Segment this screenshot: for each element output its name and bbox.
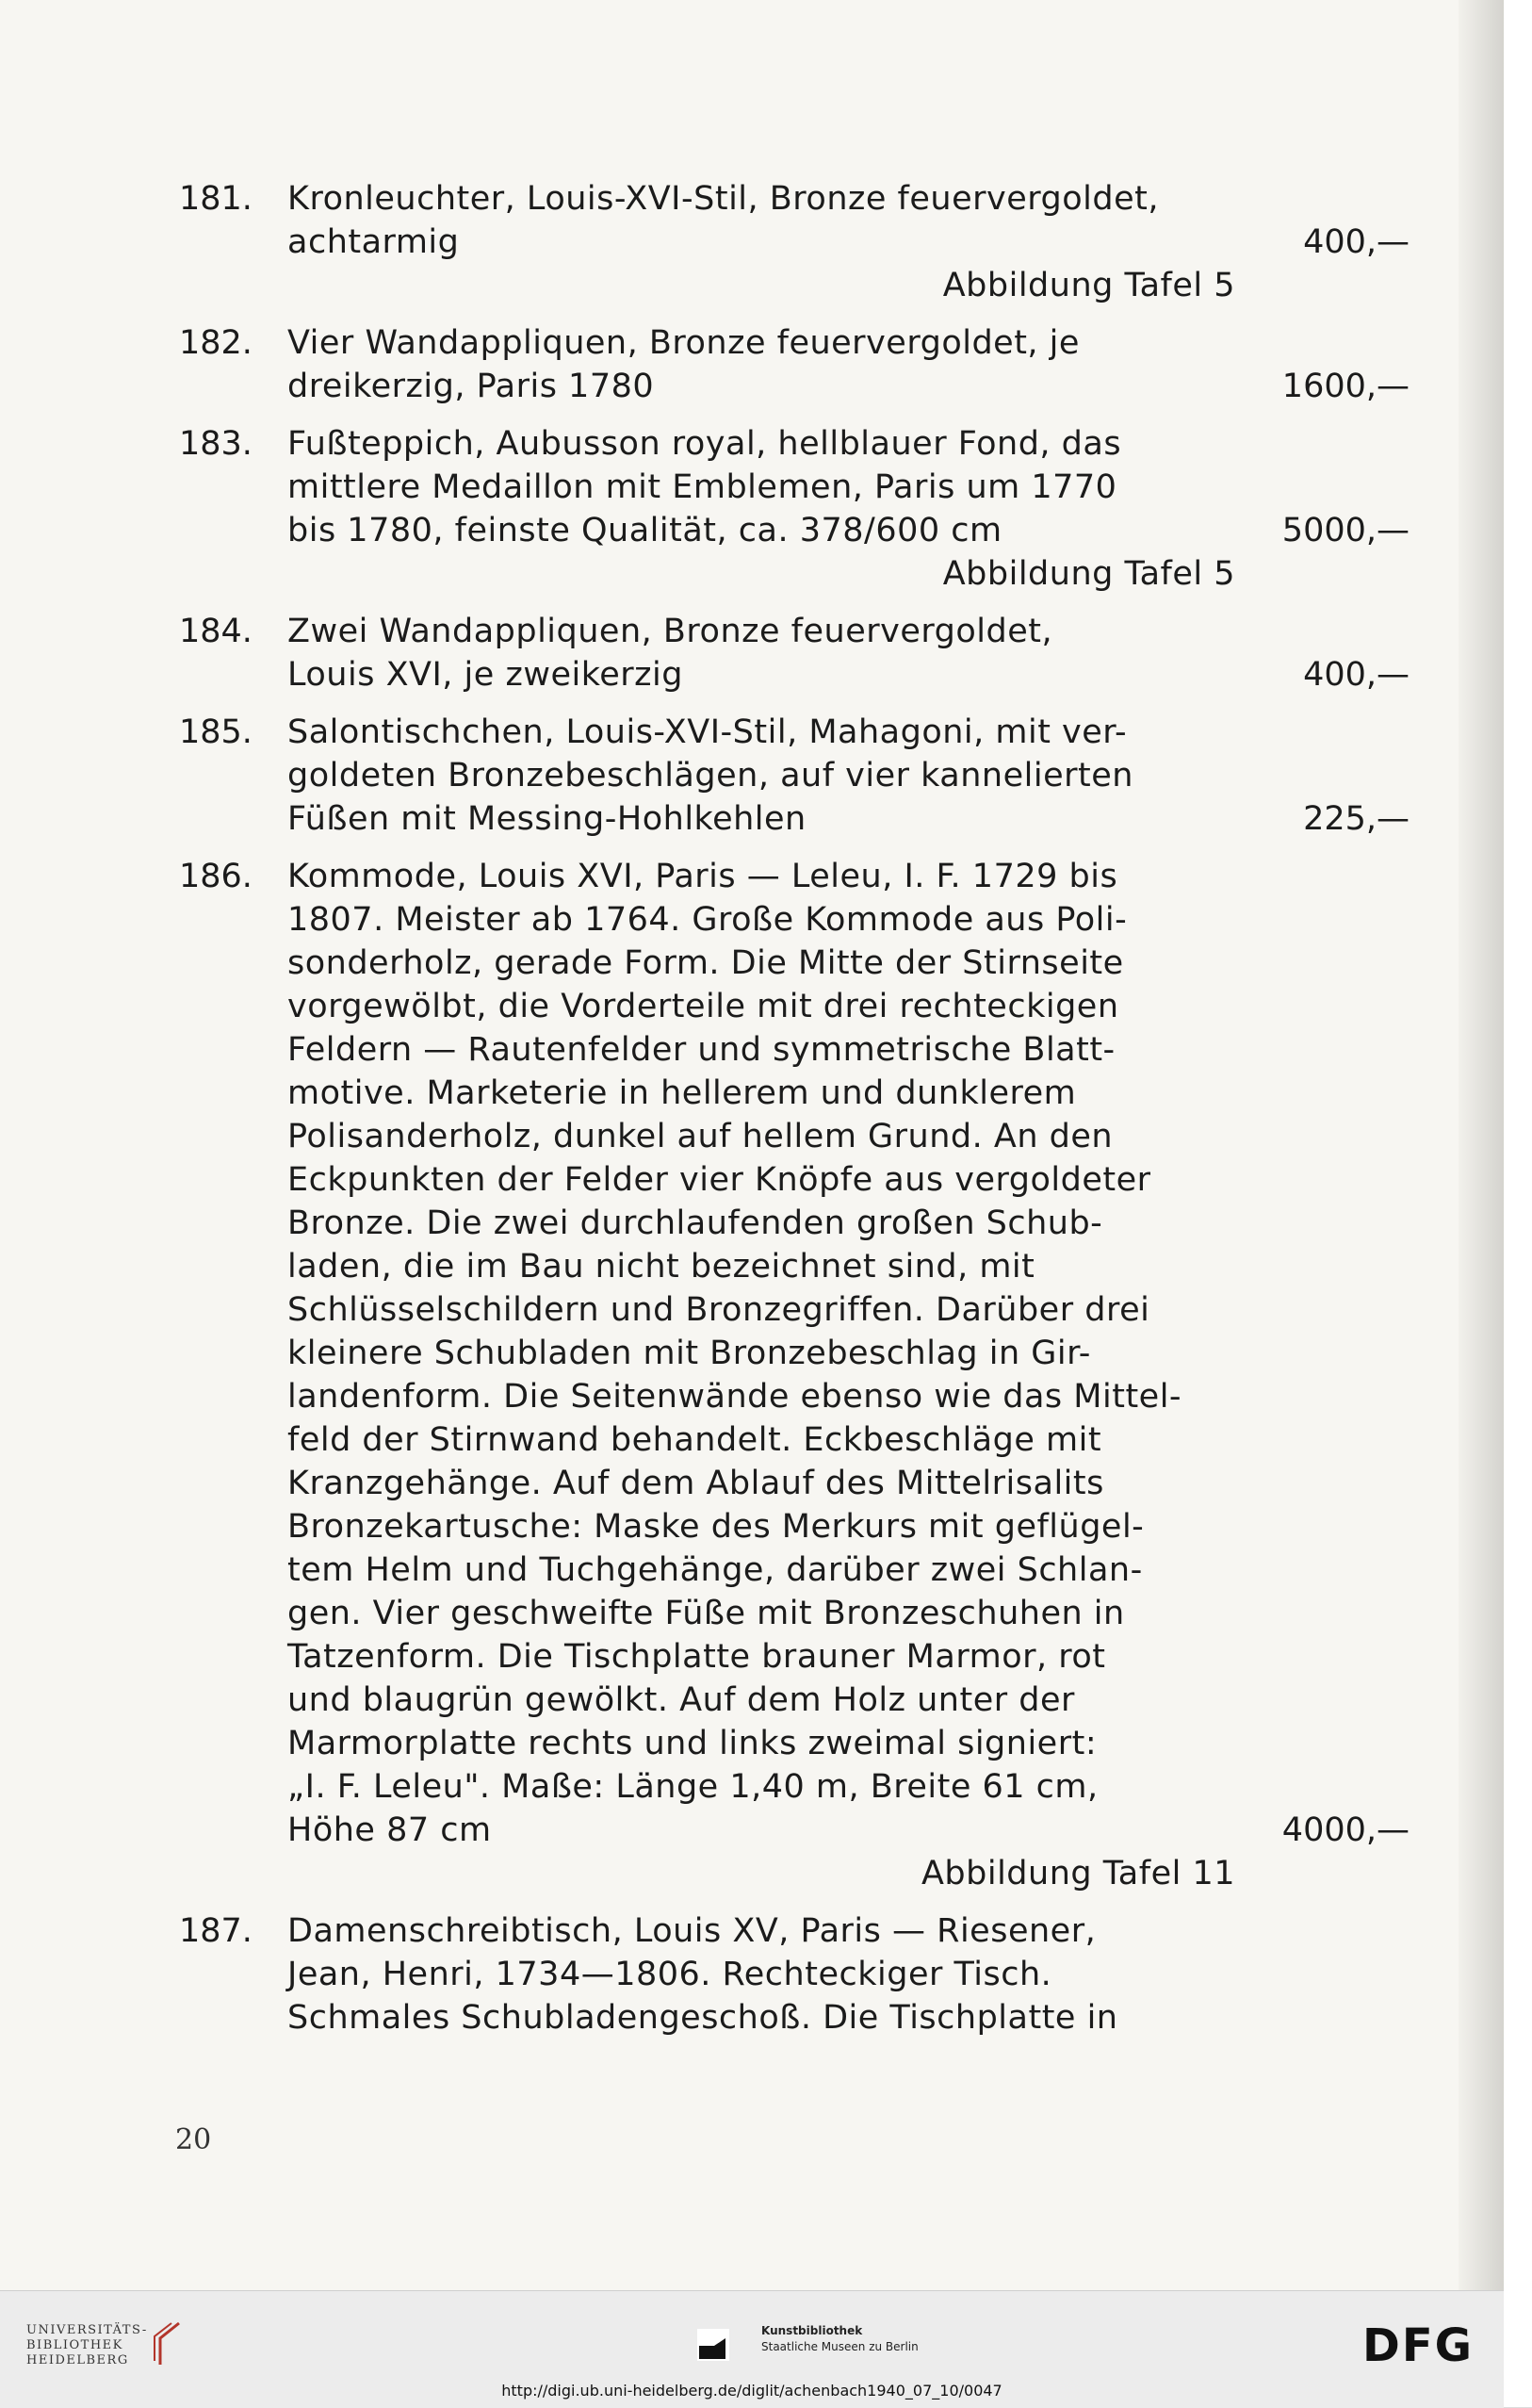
- kunstbibliothek-label: [761, 2323, 919, 2355]
- entry-text-line: mittlere Medaillon mit Emblemen, Paris um 1770: [287, 468, 1117, 506]
- kunstbibliothek-subtitle: Staatliche Museen zu Berlin: [761, 2340, 919, 2353]
- entry-text-line: Füßen mit Messing-Hohlkehlen: [287, 800, 807, 838]
- entry-price: 400,—: [1303, 656, 1410, 694]
- kunstbibliothek-logo-icon: [697, 2329, 729, 2361]
- entry-text-line: Jean, Henri, 1734—1806. Rechteckiger Tisch.: [287, 1956, 1052, 1993]
- entry-text-line: Bronzekartusche: Maske des Merkurs mit geflügel-: [287, 1508, 1145, 1546]
- entry-text-line: kleinere Schubladen mit Bronzebeschlag in Gir-: [287, 1335, 1091, 1372]
- entry-number: 186.: [179, 858, 253, 895]
- entry-number: 181.: [179, 180, 253, 218]
- entry-text-line: Feldern — Rautenfelder und symmetrische Blatt-: [287, 1031, 1116, 1069]
- entry-text-line: Kranzgehänge. Auf dem Ablauf des Mittelrisalits: [287, 1465, 1104, 1502]
- entry-text-line: gen. Vier geschweifte Füße mit Bronzeschuhen in: [287, 1595, 1125, 1632]
- entry-text-line: Eckpunkten der Felder vier Knöpfe aus vergoldeter: [287, 1161, 1151, 1199]
- entry-text-line: Schlüsselschildern und Bronzegriffen. Darüber drei: [287, 1291, 1150, 1329]
- entry-price: 400,—: [1303, 223, 1410, 261]
- entry-text-line: Salontischchen, Louis-XVI-Stil, Mahagoni, mit ver-: [287, 713, 1128, 751]
- entry-illustration-reference: Abbildung Tafel 5: [942, 555, 1235, 593]
- entry-illustration-reference: Abbildung Tafel 11: [921, 1855, 1235, 1892]
- entry-price: 5000,—: [1281, 512, 1410, 549]
- entry-text-line: 1807. Meister ab 1764. Große Kommode aus Poli-: [287, 901, 1128, 939]
- entry-text-line: Damenschreibtisch, Louis XV, Paris — Riesener,: [287, 1912, 1097, 1950]
- library-logo-line: UNIVERSITÄTS-: [26, 2323, 148, 2337]
- library-emblem-icon: [151, 2319, 183, 2368]
- entry-text-line: sonderholz, gerade Form. Die Mitte der Stirnseite: [287, 944, 1124, 982]
- dfg-logo: DFG: [1362, 2319, 1475, 2372]
- entry-text-line: Bronze. Die zwei durchlaufenden großen Schub-: [287, 1204, 1103, 1242]
- entry-number: 187.: [179, 1912, 253, 1950]
- entry-price: 225,—: [1303, 800, 1410, 838]
- kunstbibliothek-title: Kunstbibliothek: [761, 2324, 863, 2337]
- entry-text-line: Schmales Schubladengeschoß. Die Tischplatte in: [287, 1999, 1118, 2037]
- library-logo-line: HEIDELBERG: [26, 2353, 129, 2367]
- entry-number: 184.: [179, 613, 253, 650]
- entry-text-line: Tatzenform. Die Tischplatte brauner Marmor, rot: [287, 1638, 1106, 1676]
- entry-number: 183.: [179, 425, 253, 463]
- page-number: 20: [175, 2123, 212, 2156]
- entry-text-line: Kommode, Louis XVI, Paris — Leleu, I. F. 1729 bis: [287, 858, 1118, 895]
- entry-illustration-reference: Abbildung Tafel 5: [942, 267, 1235, 304]
- entry-text-line: Kronleuchter, Louis-XVI-Stil, Bronze feuervergoldet,: [287, 180, 1159, 218]
- entry-number: 182.: [179, 324, 253, 362]
- page-gutter-shadow: [1459, 0, 1504, 2290]
- entry-price: 1600,—: [1281, 368, 1410, 405]
- entry-text-line: Höhe 87 cm: [287, 1811, 492, 1849]
- entry-text-line: bis 1780, feinste Qualität, ca. 378/600 cm: [287, 512, 1002, 549]
- source-url[interactable]: http://digi.ub.uni-heidelberg.de/diglit/achenbach1940_07_10/0047: [501, 2382, 1002, 2400]
- entry-text-line: Zwei Wandappliquen, Bronze feuervergoldet,: [287, 613, 1053, 650]
- library-logo-line: BIBLIOTHEK: [26, 2338, 123, 2352]
- entry-text-line: Louis XVI, je zweikerzig: [287, 656, 683, 694]
- footer-bar: [0, 2290, 1504, 2408]
- entry-text-line: Vier Wandappliquen, Bronze feuervergoldet, je: [287, 324, 1080, 362]
- library-logo-text: [26, 2323, 148, 2368]
- entry-text-line: laden, die im Bau nicht bezeichnet sind, mit: [287, 1248, 1035, 1286]
- entry-text-line: Marmorplatte rechts und links zweimal signiert:: [287, 1725, 1098, 1762]
- entry-number: 185.: [179, 713, 253, 751]
- entry-text-line: und blaugrün gewölkt. Auf dem Holz unter der: [287, 1681, 1075, 1719]
- entry-text-line: tem Helm und Tuchgehänge, darüber zwei Schlan-: [287, 1551, 1143, 1589]
- entry-text-line: feld der Stirnwand behandelt. Eckbeschläge mit: [287, 1421, 1102, 1459]
- entry-text-line: landenform. Die Seitenwände ebenso wie das Mittel-: [287, 1378, 1182, 1416]
- entry-text-line: „I. F. Leleu". Maße: Länge 1,40 m, Breite 61 cm,: [287, 1768, 1099, 1806]
- entry-text-line: achtarmig: [287, 223, 460, 261]
- entry-text-line: goldeten Bronzebeschlägen, auf vier kannelierten: [287, 757, 1133, 794]
- entry-text-line: motive. Marketerie in hellerem und dunklerem: [287, 1074, 1077, 1112]
- entry-text-line: vorgewölbt, die Vorderteile mit drei rechteckigen: [287, 988, 1119, 1025]
- entry-price: 4000,—: [1281, 1811, 1410, 1849]
- entry-text-line: Polisanderholz, dunkel auf hellem Grund. An den: [287, 1118, 1114, 1155]
- entry-text-line: dreikerzig, Paris 1780: [287, 368, 655, 405]
- scan-margin: [1504, 0, 1532, 2407]
- entry-text-line: Fußteppich, Aubusson royal, hellblauer Fond, das: [287, 425, 1122, 463]
